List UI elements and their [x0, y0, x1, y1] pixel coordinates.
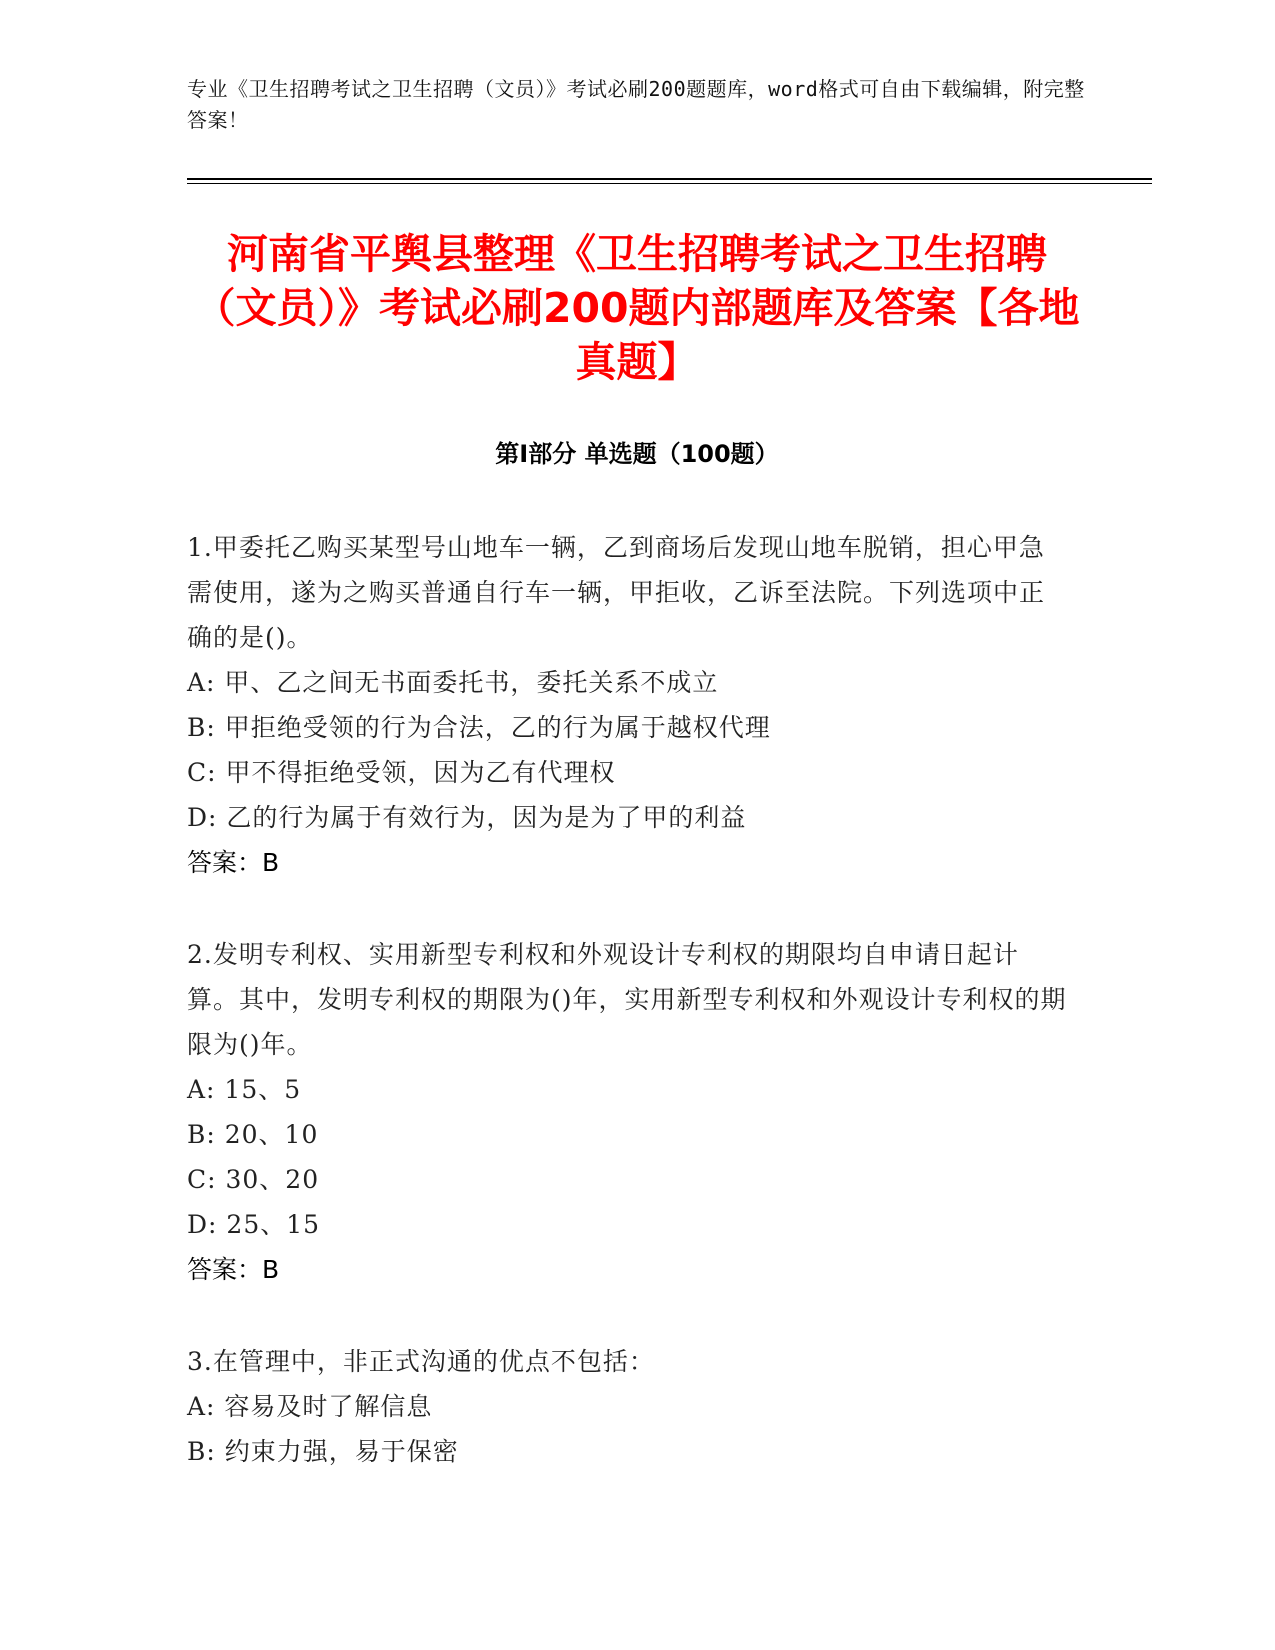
- document-title: 河南省平舆县整理《卫生招聘考试之卫生招聘（文员）》考试必刷200题内部题库及答案【各地真题】: [194, 230, 1080, 386]
- question-1: [187, 525, 1067, 885]
- option-a: A: 甲、乙之间无书面委托书，委托关系不成立: [187, 668, 719, 697]
- option-a: A: 容易及时了解信息: [187, 1392, 433, 1421]
- question-stem: 2.发明专利权、实用新型专利权和外观设计专利权的期限均自申请日起计算。其中，发明专利权的期限为()年，实用新型专利权和外观设计专利权的期限为()年。: [187, 940, 1067, 1059]
- question-stem: 1.甲委托乙购买某型号山地车一辆，乙到商场后发现山地车脱销，担心甲急需使用，遂为之购买普通自行车一辆，甲拒收，乙诉至法院。下列选项中正确的是()。: [187, 533, 1046, 652]
- option-d: D: 乙的行为属于有效行为，因为是为了甲的利益: [187, 803, 747, 832]
- answer-line: 答案：B: [187, 848, 280, 877]
- question-3: [187, 1339, 1067, 1474]
- question-2: [187, 932, 1067, 1292]
- option-c: C: 甲不得拒绝受领，因为乙有代理权: [187, 758, 616, 787]
- header-note: 专业《卫生招聘考试之卫生招聘（文员）》考试必刷200题题库，word格式可自由下载编辑，附完整答案！: [187, 77, 1085, 132]
- answer-line: 答案：B: [187, 1255, 280, 1284]
- option-b: B: 20、10: [187, 1120, 319, 1149]
- option-b: B: 约束力强，易于保密: [187, 1437, 459, 1466]
- section-title: 第Ⅰ部分 单选题（100题）: [495, 440, 779, 468]
- option-c: C: 30、20: [187, 1165, 320, 1194]
- option-d: D: 25、15: [187, 1210, 321, 1239]
- header-divider-thick: [187, 178, 1152, 180]
- option-b: B: 甲拒绝受领的行为合法，乙的行为属于越权代理: [187, 713, 771, 742]
- header-divider-thin: [187, 183, 1152, 184]
- option-a: A: 15、5: [187, 1075, 302, 1104]
- question-stem: 3.在管理中，非正式沟通的优点不包括：: [187, 1347, 655, 1376]
